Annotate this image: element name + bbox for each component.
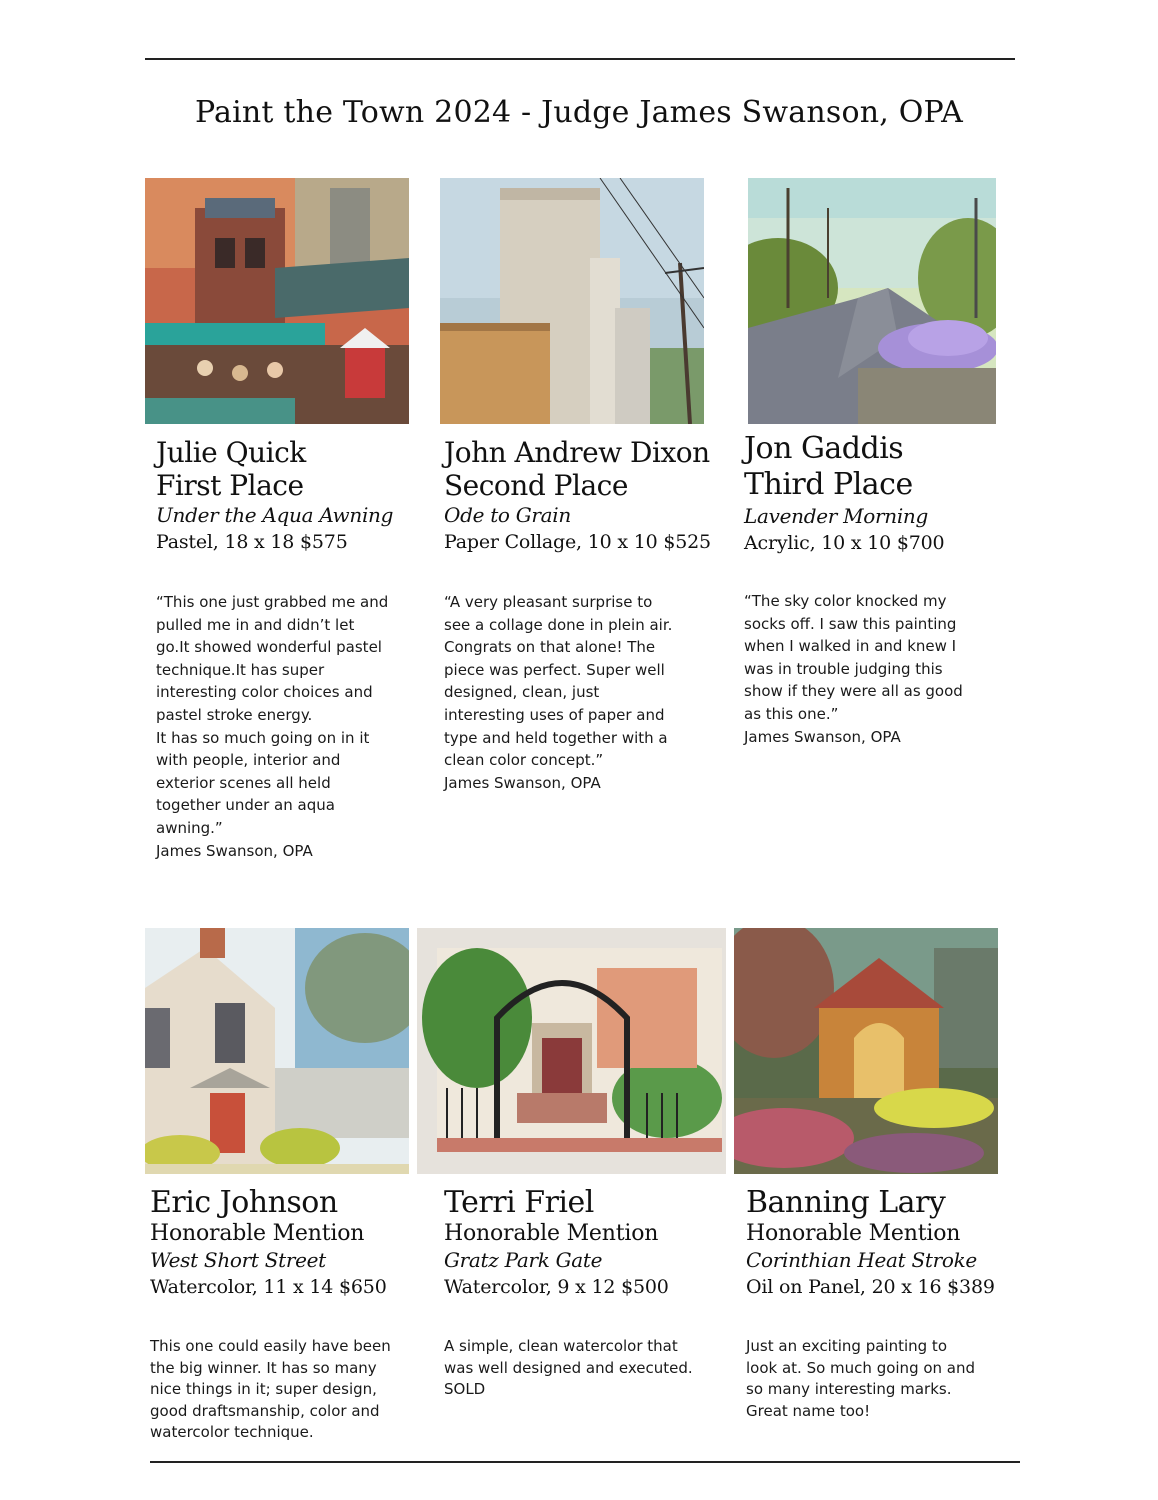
award: Honorable Mention — [444, 1221, 659, 1246]
artwork-image-ode-to-grain — [440, 178, 704, 424]
artist-name: Julie Quick — [156, 436, 306, 469]
artwork-image-corinthian-heat-stroke — [734, 928, 998, 1174]
judge-comment: “This one just grabbed me and pulled me in and didn’t let go.It showed wonderful pastel technique.It has super interesting color choices and pastel stroke energy. It has so much going on in it with people, interior and exterior scenes all held together under an aqua awning.” James Swanson, OPA — [156, 593, 389, 860]
bottom-divider — [150, 1461, 1020, 1463]
medium-size-price: Watercolor, 9 x 12 $500 — [444, 1276, 669, 1298]
medium-size-price: Watercolor, 11 x 14 $650 — [150, 1276, 387, 1298]
artist-name: Terri Friel — [444, 1185, 594, 1220]
entry-5-caption — [444, 1186, 669, 1300]
artist-name: John Andrew Dixon — [444, 436, 710, 469]
award: Third Place — [744, 467, 913, 502]
artwork-title: Gratz Park Gate — [444, 1248, 603, 1272]
judge-comment: This one could easily have been the big winner. It has so many nice things in it; super design, good draftsmanship, color and watercolor technique. — [150, 1337, 391, 1441]
judge-comment: Just an exciting painting to look at. So much going on and so many interesting marks. Great name too! — [746, 1337, 976, 1420]
artwork-title: Lavender Morning — [744, 504, 929, 528]
entry-3-caption — [744, 431, 944, 556]
medium-size-price: Oil on Panel, 20 x 16 $389 — [746, 1276, 995, 1298]
artwork-image-lavender-morning — [748, 178, 996, 424]
entry-4-caption — [150, 1186, 387, 1300]
artwork-image-west-short-street — [145, 928, 409, 1174]
judge-comment: “A very pleasant surprise to see a collage done in plein air. Congrats on that alone! The piece was perfect. Super well designed, clean, just interesting uses of paper and type and held together with a clean color concept.” James Swanson, OPA — [444, 593, 673, 792]
artist-name: Jon Gaddis — [744, 431, 904, 466]
artist-name: Banning Lary — [746, 1185, 946, 1220]
award: First Place — [156, 469, 304, 502]
award: Second Place — [444, 469, 628, 502]
artwork-image-under-the-aqua-awning — [145, 178, 409, 424]
artwork-title: West Short Street — [150, 1248, 326, 1272]
artwork-title: Corinthian Heat Stroke — [746, 1248, 977, 1272]
artist-name: Eric Johnson — [150, 1185, 338, 1220]
top-divider — [145, 58, 1015, 60]
medium-size-price: Paper Collage, 10 x 10 $525 — [444, 531, 711, 553]
medium-size-price: Acrylic, 10 x 10 $700 — [744, 532, 945, 554]
award: Honorable Mention — [746, 1221, 961, 1246]
entry-6-caption — [746, 1186, 995, 1300]
entry-2-caption — [444, 436, 711, 555]
medium-size-price: Pastel, 18 x 18 $575 — [156, 531, 348, 553]
entry-1-caption — [156, 436, 393, 555]
judge-comment: A simple, clean watercolor that was well designed and executed. SOLD — [444, 1337, 693, 1398]
judge-comment: “The sky color knocked my socks off. I saw this painting when I walked in and knew I was in trouble judging this show if they were all as good as this one.” James Swanson, OPA — [744, 592, 963, 746]
artwork-title: Under the Aqua Awning — [156, 503, 394, 527]
award: Honorable Mention — [150, 1221, 365, 1246]
page-title: Paint the Town 2024 - Judge James Swanson, OPA — [194, 95, 963, 130]
artwork-image-gratz-park-gate — [417, 928, 726, 1174]
artwork-title: Ode to Grain — [444, 503, 571, 527]
